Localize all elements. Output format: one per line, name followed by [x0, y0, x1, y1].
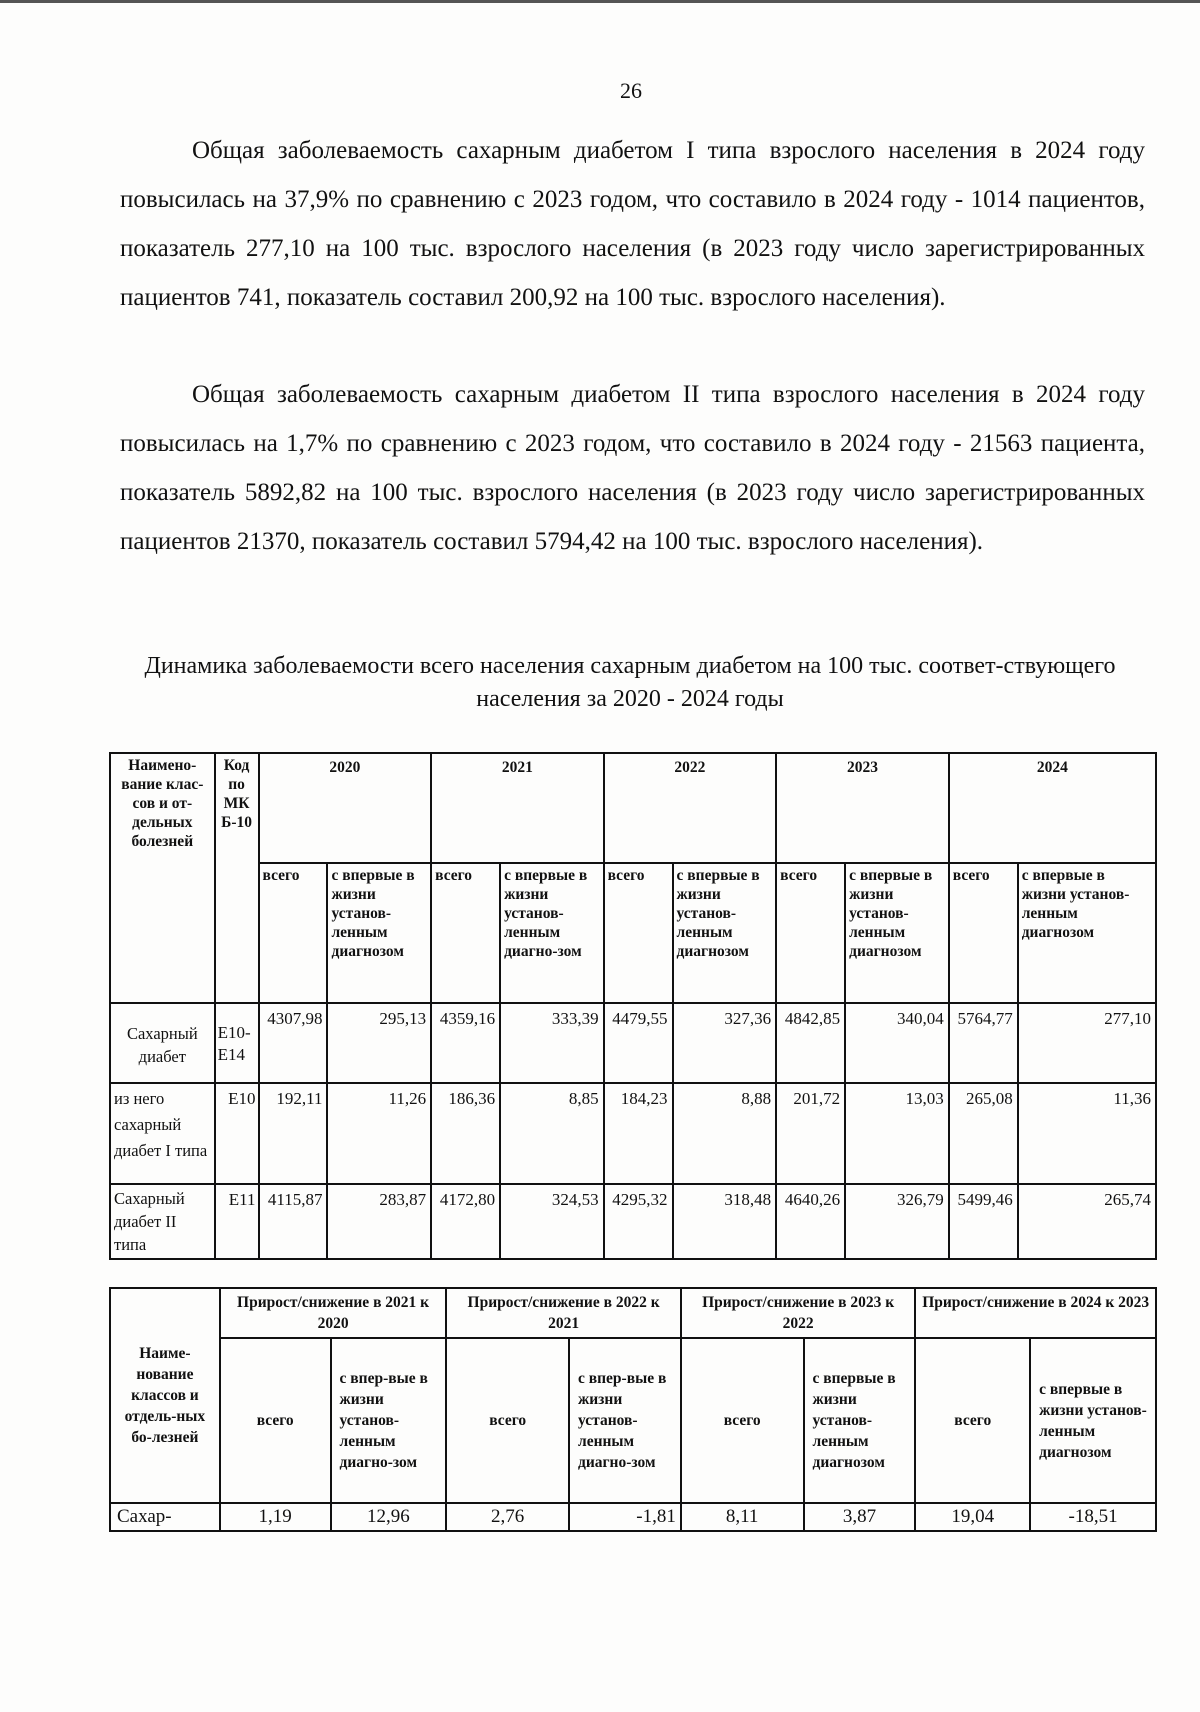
header-newly-diagnosed: с впер-вые в жизни установ-ленным диагно-зом [569, 1338, 681, 1503]
header-disease-name: Наимено-вание клас-сов и от-дельных болезней [110, 753, 215, 1003]
cell-value: 5764,77 [949, 1003, 1018, 1083]
cell-value: 11,26 [327, 1083, 431, 1184]
header-newly-diagnosed: с впервые в жизни установ-ленным диагнозом [804, 1338, 916, 1503]
header-period: Прирост/снижение в 2021 к 2020 [220, 1288, 447, 1338]
header-newly-diagnosed: с впервые в жизни установ-ленным диагнозом [1030, 1338, 1156, 1503]
header-period: Прирост/снижение в 2024 к 2023 [915, 1288, 1156, 1338]
table-row [110, 1503, 1156, 1531]
cell-value: 19,04 [915, 1503, 1030, 1531]
header-period: Прирост/снижение в 2023 к 2022 [681, 1288, 916, 1338]
table-row [110, 1003, 1156, 1083]
header-disease-name: Наиме-нование классов и отдель-ных бо-лезней [110, 1288, 220, 1503]
cell-value: 326,79 [845, 1184, 949, 1259]
cell-value: 8,11 [681, 1503, 804, 1531]
cell-value: 8,85 [500, 1083, 604, 1184]
cell-value: 265,08 [949, 1083, 1018, 1184]
table-row [110, 1083, 1156, 1184]
cell-value: 3,87 [804, 1503, 916, 1531]
header-newly-diagnosed: с впервые в жизни установ-ленным диагно-зом [500, 863, 604, 1003]
cell-value: -18,51 [1030, 1503, 1156, 1531]
cell-value: 1,19 [220, 1503, 331, 1531]
header-newly-diagnosed: с впер-вые в жизни установ-ленным диагно-зом [331, 1338, 447, 1503]
header-total: всего [446, 1338, 569, 1503]
cell-value: 184,23 [604, 1083, 673, 1184]
header-icd-code: Код по МК Б-10 [215, 753, 259, 1003]
header-year: 2023 [776, 753, 949, 863]
row-code: E10 [215, 1083, 259, 1184]
row-code: E11 [215, 1184, 259, 1259]
paragraph-type2-diabetes: Общая заболеваемость сахарным диабетом II типа взрослого населения в 2024 году повысилась на 1,7% по сравнению с 2023 годом, что составило в 2024 году - 21563 пациента, показатель 5892,82 на 100 тыс. взрослого населения (в 2023 году число зарегистрированных пациентов 21370, показатель составил 5794,42 на 100 тыс. взрослого населения). [120, 381, 1145, 555]
cell-value: 4640,26 [776, 1184, 845, 1259]
page-number: 26 [620, 78, 642, 103]
cell-value: 201,72 [776, 1083, 845, 1184]
cell-value: 295,13 [327, 1003, 431, 1083]
header-total: всего [681, 1338, 804, 1503]
cell-value: 4172,80 [431, 1184, 500, 1259]
scan-top-edge [0, 0, 1200, 3]
row-code: E10-E14 [215, 1003, 259, 1083]
header-newly-diagnosed: с впервые в жизни установ-ленным диагнозом [673, 863, 777, 1003]
cell-value: 192,11 [259, 1083, 328, 1184]
header-total: всего [604, 863, 673, 1003]
header-year: 2022 [604, 753, 777, 863]
cell-value: 4359,16 [431, 1003, 500, 1083]
cell-value: 11,36 [1018, 1083, 1156, 1184]
header-year: 2024 [949, 753, 1156, 863]
header-total: всего [431, 863, 500, 1003]
cell-value: 8,88 [673, 1083, 777, 1184]
cell-value: 12,96 [331, 1503, 447, 1531]
cell-value: 4479,55 [604, 1003, 673, 1083]
cell-value: 283,87 [327, 1184, 431, 1259]
cell-value: 318,48 [673, 1184, 777, 1259]
header-total: всего [776, 863, 845, 1003]
incidence-table [109, 752, 1157, 1260]
header-newly-diagnosed: с впервые в жизни установ-ленным диагнозом [327, 863, 431, 1003]
header-total: всего [220, 1338, 331, 1503]
cell-value: 265,74 [1018, 1184, 1156, 1259]
change-table [109, 1287, 1157, 1532]
header-total: всего [949, 863, 1018, 1003]
cell-value: 5499,46 [949, 1184, 1018, 1259]
header-period: Прирост/снижение в 2022 к 2021 [446, 1288, 681, 1338]
row-name: Сахарный диабет [110, 1003, 215, 1083]
cell-value: 4307,98 [259, 1003, 328, 1083]
cell-value: 333,39 [500, 1003, 604, 1083]
cell-value: 327,36 [673, 1003, 777, 1083]
cell-value: 4115,87 [259, 1184, 328, 1259]
row-name: из него сахарный диабет I типа [110, 1083, 215, 1184]
row-name: Сахарный диабет II типа [110, 1184, 215, 1259]
cell-value: 324,53 [500, 1184, 604, 1259]
cell-value: 4842,85 [776, 1003, 845, 1083]
cell-value: 277,10 [1018, 1003, 1156, 1083]
header-year: 2020 [259, 753, 432, 863]
table-row [110, 1184, 1156, 1259]
cell-value: 340,04 [845, 1003, 949, 1083]
cell-value: 13,03 [845, 1083, 949, 1184]
paragraph-type1-diabetes: Общая заболеваемость сахарным диабетом I типа взрослого населения в 2024 году повысилась на 37,9% по сравнению с 2023 годом, что составило в 2024 году - 1014 пациентов, показатель 277,10 на 100 тыс. взрослого населения (в 2023 году число зарегистрированных пациентов 741, показатель составил 200,92 на 100 тыс. взрослого населения). [120, 137, 1145, 311]
cell-value: 4295,32 [604, 1184, 673, 1259]
cell-value: 2,76 [446, 1503, 569, 1531]
header-total: всего [259, 863, 328, 1003]
header-year: 2021 [431, 753, 603, 863]
header-newly-diagnosed: с впервые в жизни установ-ленным диагнозом [1018, 863, 1156, 1003]
cell-value: 186,36 [431, 1083, 500, 1184]
table-caption: Динамика заболеваемости всего населения сахарным диабетом на 100 тыс. соответ-ствующего населения за 2020 - 2024 годы [144, 653, 1116, 712]
header-newly-diagnosed: с впервые в жизни установ-ленным диагнозом [845, 863, 949, 1003]
cell-value: -1,81 [569, 1503, 681, 1531]
header-total: всего [915, 1338, 1030, 1503]
row-name: Сахар- [110, 1503, 220, 1531]
